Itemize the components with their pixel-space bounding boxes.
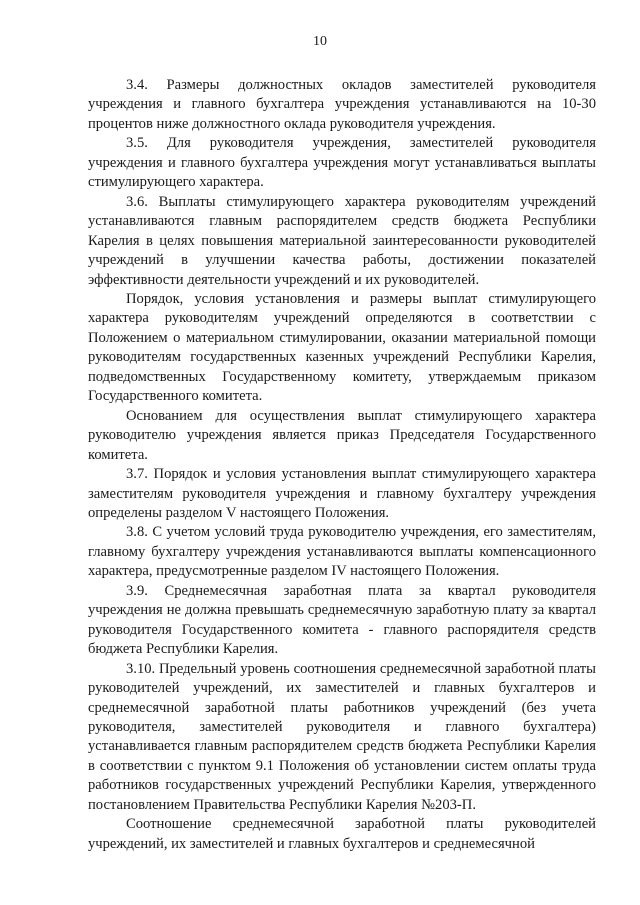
- paragraph-3-7: 3.7. Порядок и условия установления выплат стимулирующего характера заместителям руководителя учреждения и главному бухгалтеру учреждения определены разделом V настоящего Положения.: [88, 466, 596, 521]
- paragraph-3-4: 3.4. Размеры должностных окладов заместителей руководителя учреждения и главного бухгалтера учреждения устанавливаются на 10-30 процентов ниже должностного оклада руководителя учреждения.: [88, 77, 596, 132]
- paragraph-procedure: Порядок, условия установления и размеры выплат стимулирующего характера руководителям учреждений определяются в соответствии с Положением о материальном стимулировании, оказании материальной помощи руководителям государственных казенных учреждений Республики Карелия, подведомственных Государственному комитету, утверждаемым приказом Государственного комитета.: [88, 290, 596, 405]
- paragraph-3-9: 3.9. Среднемесячная заработная плата за квартал руководителя учреждения не должна превышать среднемесячную заработную плату за квартал руководителя Государственного комитета - главного распорядителя средств бюджета Республики Карелия.: [88, 582, 596, 658]
- paragraph-3-10: 3.10. Предельный уровень соотношения среднемесячной заработной платы руководителей учреждений, их заместителей и главных бухгалтеров и среднемесячной заработной платы работников учреждений (без учета руководителя, заместителей руководителя и главного бухгалтера) устанавливается главным распорядителем средств бюджета Республики Карелия в соответствии с пунктом 9.1 Положения об установлении систем оплаты труда работников государственных учреждений Республики Карелия, утвержденного постановлением Правительства Республики Карелия №203-П.: [88, 660, 596, 813]
- paragraph-3-8: 3.8. С учетом условий труда руководителю учреждения, его заместителям, главному бухгалтеру учреждения устанавливаются выплаты компенсационного характера, предусмотренные разделом IV настоящего Положения.: [88, 524, 596, 580]
- paragraph-basis: Основанием для осуществления выплат стимулирующего характера руководителю учреждения является приказ Председателя Государственного комитета.: [88, 407, 596, 463]
- paragraph-ratio: Соотношение среднемесячной заработной платы руководителей учреждений, их заместителей и главных бухгалтеров и среднемесячной: [88, 816, 596, 852]
- paragraph-3-5: 3.5. Для руководителя учреждения, заместителей руководителя учреждения и главного бухгалтера учреждения могут устанавливаться выплаты стимулирующего характера.: [88, 135, 596, 191]
- document-body: [88, 76, 596, 854]
- paragraph-3-6: 3.6. Выплаты стимулирующего характера руководителям учреждений устанавливаются главным распорядителем средств бюджета Республики Карелия в целях повышения материальной заинтересованности руководителей учреждений в улучшении качества работы, достижении показателей эффективности деятельности учреждений и их руководителей.: [88, 193, 596, 288]
- page-number: 10: [313, 34, 327, 49]
